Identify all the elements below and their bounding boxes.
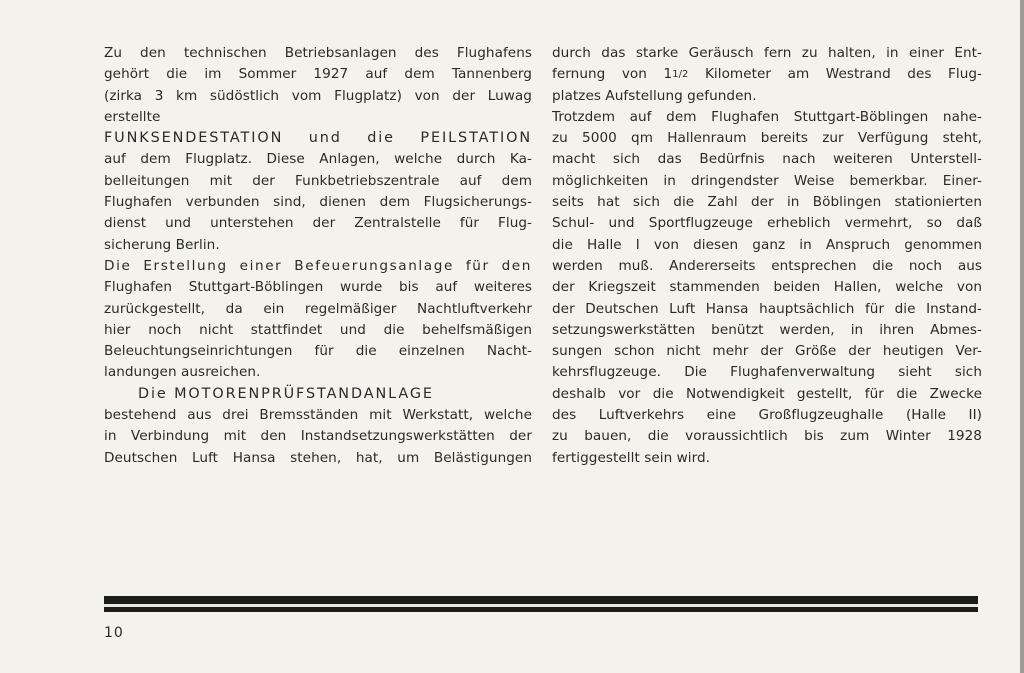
right-text-column [552,43,982,469]
footer-rule-thick [104,596,978,604]
text-line: zu 5000 qm Hallenraum bereits zur Verfügung steht, [552,130,982,147]
text-line: Beleuchtungseinrichtungen für die einzelnen Nacht- [104,343,532,360]
text-line: auf dem Flugplatz. Diese Anlagen, welche durch Ka- [104,151,532,168]
text-line: zurückgestellt, da ein regelmäßiger Nachtluftverkehr [104,300,532,317]
footer-rule-thin [104,607,978,612]
text-line: fertiggestellt sein wird. [552,449,711,466]
text-line: dienst und unterstehen der Zentralstelle für Flug- [104,215,532,232]
text-line: sungen schon nicht mehr der Größe der heutigen Ver- [552,343,982,360]
text-line: hier noch nicht stattfindet und die behelfsmäßigen [104,321,532,338]
text-line: durch das starke Geräusch fern zu halten, in einer Ent- [552,45,982,61]
text-line-fraction [552,64,982,85]
text-line: landungen ausreichen. [104,364,261,381]
heading-motorenpruefstandanlage: Die MOTORENPRÜFSTANDANLAGE [138,385,434,402]
text-line: kehrsflugzeuge. Die Flughafenverwaltung sieht sich [552,364,982,381]
text-line: Flughafen verbunden sind, dienen dem Flugsicherungs- [104,194,532,211]
text-line: zu bauen, die voraussichtlich bis zum Winter 1928 [552,428,982,445]
heading-funksendestation: FUNKSENDESTATION und die PEILSTATION [104,130,532,147]
text-line: platzes Aufstellung gefunden. [552,87,757,104]
text-line: sicherung Berlin. [104,236,220,253]
text-line: deshalb vor die Notwendigkeit gestellt, für die Zwecke [552,385,982,402]
text-line: des Luftverkehrs eine Großflugzeughalle (Halle II) [552,407,982,424]
text-line: gehört die im Sommer 1927 auf dem Tannenberg [104,66,532,83]
text-line: seits hat sich die Zahl der in Böblingen stationierten [552,194,982,211]
text-line: Deutschen Luft Hansa stehen, hat, um Belästigungen [104,449,532,466]
text-line: der Deutschen Luft Hansa hauptsächlich für die Instand- [552,300,982,317]
text-line: belleitungen mit der Funkbetriebszentrale auf dem [104,172,532,189]
text-line: möglichkeiten in dringendster Weise bemerkbar. Einer- [552,172,982,189]
text-line: in Verbindung mit den Instandsetzungswerkstätten der [104,428,532,445]
text-fragment: fernung von 1 [552,66,673,83]
text-line-befeuerungsanlage: Die Erstellung einer Befeuerungsanlage für den [104,257,532,274]
text-line: bestehend aus drei Bremsständen mit Werkstatt, welche [104,407,532,424]
text-line: setzungswerkstätten benützt werden, in ihren Abmes- [552,321,982,338]
text-line: Schul- und Sportflugzeuge erheblich vermehrt, so daß [552,215,982,232]
text-line: Zu den technischen Betriebsanlagen des Flughafens [104,45,532,61]
text-line: Flughafen Stuttgart-Böblingen wurde bis auf weiteres [104,279,532,296]
text-line: werden muß. Andererseits entsprechen die noch aus [552,257,982,274]
text-line: macht sich das Bedürfnis nach weiteren Unterstell- [552,151,982,168]
text-line: Trotzdem auf dem Flughafen Stuttgart-Böblingen nahe- [552,108,982,125]
text-fragment: Kilometer am Westrand des Flug- [688,66,982,83]
text-line: der Kriegszeit stammenden beiden Hallen, welche von [552,279,982,296]
text-line: erstellte [104,108,161,125]
text-line: (zirka 3 km südöstlich vom Flugplatz) von der Luwag [104,87,532,104]
page-number: 10 [104,625,124,641]
text-line: die Halle I von diesen ganz in Anspruch genommen [552,236,982,253]
left-text-column [104,43,532,469]
fraction-one-half: 1/2 [672,69,689,81]
page-edge-shadow [1020,0,1024,673]
